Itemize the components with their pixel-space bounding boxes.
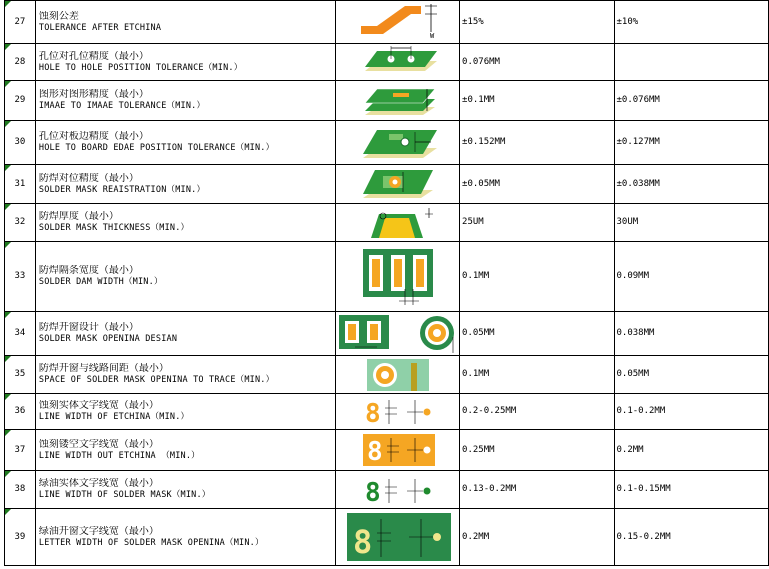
label-english: LINE WIDTH OUT ETCHINA （MIN.）	[38, 450, 200, 461]
row-number: 31	[5, 165, 36, 204]
value-standard: 0.2MM	[460, 509, 614, 566]
value-advanced: 0.15-0.2MM	[614, 509, 769, 566]
row-number: 34	[5, 312, 36, 356]
value-advanced: 0.1-0.2MM	[614, 394, 769, 430]
table-row	[5, 165, 769, 204]
row-number: 36	[5, 394, 36, 430]
etch-tolerance-diagram	[336, 1, 460, 44]
value-standard: ±0.1MM	[460, 81, 614, 121]
dimension-label: W	[429, 32, 434, 40]
value-advanced: 30UM	[614, 204, 769, 242]
row-description	[35, 1, 335, 44]
value-standard: ±0.152MM	[460, 121, 614, 165]
row-number: 39	[5, 509, 36, 566]
table-row	[5, 430, 769, 471]
table-row	[5, 81, 769, 121]
label-english: SPACE OF SOLDER MASK OPENINA TO TRACE（MIN.）	[38, 375, 275, 385]
row-number: 38	[5, 471, 36, 509]
value-standard: 0.05MM	[460, 312, 614, 356]
value-advanced: 0.2MM	[614, 430, 769, 471]
label-chinese: 蚀刻实体文字线宽（最小）	[38, 400, 159, 411]
label-chinese: 绿油开窗文字线宽（最小）	[38, 525, 159, 537]
table-row	[5, 312, 769, 356]
value-standard: ±15%	[460, 1, 614, 44]
svg-text:8: 8	[366, 437, 383, 467]
row-description	[35, 509, 335, 566]
table-row	[5, 394, 769, 430]
row-description	[35, 121, 335, 165]
hole-to-hole-diagram	[336, 44, 460, 81]
label-chinese: 防焊对位精度（最小）	[38, 172, 139, 184]
value-advanced: ±0.076MM	[614, 81, 769, 121]
svg-text:8: 8	[352, 523, 372, 561]
label-chinese: 蚀刻镂空文字线宽（最小）	[38, 438, 159, 450]
label-english: SOLDER MASK REAISTRATION（MIN.）	[38, 184, 206, 195]
label-chinese: 图形对图形精度（最小）	[38, 89, 149, 100]
svg-text:8: 8	[364, 398, 381, 428]
label-english: TOLERANCE AFTER ETCHINA	[38, 22, 162, 33]
row-number: 29	[5, 81, 36, 121]
row-description	[35, 394, 335, 430]
value-standard: ±0.05MM	[460, 165, 614, 204]
value-advanced: 0.09MM	[614, 242, 769, 312]
table-row	[5, 242, 769, 312]
table-row	[5, 471, 769, 509]
row-description	[35, 204, 335, 242]
label-chinese: 防焊厚度（最小）	[38, 211, 119, 222]
row-description	[35, 356, 335, 394]
value-standard: 0.25MM	[460, 430, 614, 471]
hollow-text-diagram	[336, 430, 460, 471]
label-chinese: 防焊开窗设计（最小）	[38, 322, 139, 333]
value-advanced: 0.038MM	[614, 312, 769, 356]
row-description	[35, 165, 335, 204]
row-number: 30	[5, 121, 36, 165]
image-to-image-diagram	[336, 81, 460, 121]
row-number: 32	[5, 204, 36, 242]
label-english: LINE WIDTH OF ETCHINA（MIN.）	[38, 412, 190, 422]
label-chinese: 蚀刻公差	[38, 10, 79, 22]
mask-thickness-diagram	[336, 204, 460, 242]
label-english: LETTER WIDTH OF SOLDER MASK OPENINA（MIN.）	[38, 537, 264, 548]
value-standard: 0.13-0.2MM	[460, 471, 614, 509]
value-standard: 0.2-0.25MM	[460, 394, 614, 430]
hole-to-edge-diagram	[336, 121, 460, 165]
svg-text:8: 8	[364, 477, 381, 507]
label-chinese: 防焊开窗与线路间距（最小）	[38, 363, 169, 374]
row-number: 27	[5, 1, 36, 44]
spec-table	[4, 0, 769, 566]
row-description	[35, 44, 335, 81]
label-english: SOLDER MASK THICKNESS（MIN.）	[38, 223, 190, 233]
row-description	[35, 81, 335, 121]
mask-opening-text-diagram	[336, 509, 460, 566]
row-description	[35, 242, 335, 312]
table-row	[5, 356, 769, 394]
value-advanced: 0.1-0.15MM	[614, 471, 769, 509]
mask-opening-diagram	[336, 312, 460, 356]
value-advanced: ±10%	[614, 1, 769, 44]
label-chinese: 孔位对孔位精度（最小）	[38, 50, 149, 62]
table-row	[5, 1, 769, 44]
value-advanced: 0.05MM	[614, 356, 769, 394]
row-number: 37	[5, 430, 36, 471]
value-standard: 0.1MM	[460, 356, 614, 394]
mask-registration-diagram	[336, 165, 460, 204]
label-english: SOLDER MASK OPENINA DESIAN	[38, 334, 178, 344]
row-description	[35, 430, 335, 471]
value-standard: 0.1MM	[460, 242, 614, 312]
label-chinese: 绿油实体文字线宽（最小）	[38, 478, 159, 489]
row-description	[35, 312, 335, 356]
label-english: IMAAE TO IMAAE TOLERANCE（MIN.）	[38, 101, 206, 111]
label-english: HOLE TO BOARD EDAE POSITION TOLERANCE（MIN.）	[38, 143, 275, 153]
row-number: 33	[5, 242, 36, 312]
mask-text-diagram	[336, 471, 460, 509]
label-english: SOLDER DAM WIDTH（MIN.）	[38, 277, 163, 287]
table-row	[5, 44, 769, 81]
etched-text-diagram	[336, 394, 460, 430]
table-row	[5, 509, 769, 566]
label-english: HOLE TO HOLE POSITION TOLERANCE（MIN.）	[38, 62, 243, 73]
value-standard: 25UM	[460, 204, 614, 242]
value-advanced	[614, 44, 769, 81]
row-description	[35, 471, 335, 509]
value-standard: 0.076MM	[460, 44, 614, 81]
label-english: LINE WIDTH OF SOLDER MASK（MIN.）	[38, 490, 211, 500]
solder-dam-diagram	[336, 242, 460, 312]
label-chinese: 孔位对板边精度（最小）	[38, 131, 149, 142]
value-advanced: ±0.038MM	[614, 165, 769, 204]
row-number: 35	[5, 356, 36, 394]
opening-to-trace-diagram	[336, 356, 460, 394]
label-chinese: 防焊隔条宽度（最小）	[38, 265, 139, 276]
table-row	[5, 121, 769, 165]
value-advanced: ±0.127MM	[614, 121, 769, 165]
table-row	[5, 204, 769, 242]
row-number: 28	[5, 44, 36, 81]
